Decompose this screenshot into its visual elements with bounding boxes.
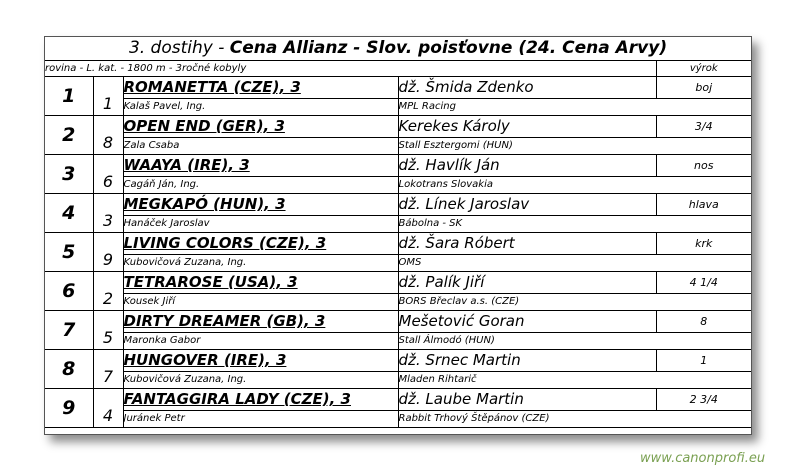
start-number: 8 (93, 116, 123, 155)
horse-name: DIRTY DREAMER (GB), 3 (123, 311, 398, 333)
owner-name: MPL Racing (398, 99, 656, 116)
start-number: 7 (93, 350, 123, 389)
margin-blank (656, 372, 751, 389)
jockey-name: Mešetović Goran (398, 311, 656, 333)
result-row (45, 194, 751, 216)
place-number: 5 (45, 233, 93, 272)
result-row (45, 272, 751, 294)
margin: 8 (656, 311, 751, 333)
jockey-name: dž. Šara Róbert (398, 233, 656, 255)
margin: krk (656, 233, 751, 255)
margin-blank (656, 294, 751, 311)
jockey-name: dž. Línek Jaroslav (398, 194, 656, 216)
result-row (45, 311, 751, 333)
owner-name: Lokotrans Slovakia (398, 177, 656, 194)
place-number: 6 (45, 272, 93, 311)
horse-name: ROMANETTA (CZE), 3 (123, 77, 398, 99)
race-conditions: rovina - L. kat. - 1800 m - 3ročné kobyly (45, 61, 656, 77)
horse-name: TETRAROSE (USA), 3 (123, 272, 398, 294)
watermark: www.canonprofi.eu (640, 451, 766, 466)
result-row (45, 77, 751, 99)
jockey-name: Kerekes Károly (398, 116, 656, 138)
margin: 1 (656, 350, 751, 372)
margin-blank (656, 411, 751, 428)
horse-name: WAAYA (IRE), 3 (123, 155, 398, 177)
trainer-name: Kubovičová Zuzana, Ing. (123, 255, 398, 272)
start-number: 2 (93, 272, 123, 311)
margin-blank (656, 177, 751, 194)
margin-blank (656, 255, 751, 272)
result-row (45, 155, 751, 177)
owner-name: OMS (398, 255, 656, 272)
jockey-name: dž. Laube Martin (398, 389, 656, 411)
place-number: 8 (45, 350, 93, 389)
place-number: 3 (45, 155, 93, 194)
trainer-name: Kubovičová Zuzana, Ing. (123, 372, 398, 389)
margin: 4 1/4 (656, 272, 751, 294)
horse-name: FANTAGGIRA LADY (CZE), 3 (123, 389, 398, 411)
trainer-name: Hanáček Jaroslav (123, 216, 398, 233)
result-subrow (45, 411, 751, 428)
horse-name: LIVING COLORS (CZE), 3 (123, 233, 398, 255)
race-prefix: 3. dostihy - (128, 38, 230, 58)
start-number: 9 (93, 233, 123, 272)
margin: nos (656, 155, 751, 177)
result-row (45, 116, 751, 138)
owner-name: Stall Esztergomi (HUN) (398, 138, 656, 155)
result-subrow (45, 294, 751, 311)
horse-name: MEGKAPÓ (HUN), 3 (123, 194, 398, 216)
place-number: 2 (45, 116, 93, 155)
trainer-name: Maronka Gabor (123, 333, 398, 350)
start-number: 5 (93, 311, 123, 350)
result-row (45, 350, 751, 372)
jockey-name: dž. Šmida Zdenko (398, 77, 656, 99)
margin: 3/4 (656, 116, 751, 138)
result-subrow (45, 138, 751, 155)
owner-name: Rabbit Trhový Štěpánov (CZE) (398, 411, 656, 428)
result-subrow (45, 372, 751, 389)
margin: 2 3/4 (656, 389, 751, 411)
jockey-name: dž. Srnec Martin (398, 350, 656, 372)
results-table (45, 37, 751, 428)
result-row (45, 233, 751, 255)
margin: hlava (656, 194, 751, 216)
jockey-name: dž. Palík Jiří (398, 272, 656, 294)
conditions-row (45, 61, 751, 77)
vyrok-header: výrok (656, 61, 751, 77)
margin-blank (656, 333, 751, 350)
results-body (45, 77, 751, 428)
place-number: 7 (45, 311, 93, 350)
race-name: Cena Allianz - Slov. poisťovne (24. Cena Arvy) (229, 38, 668, 58)
start-number: 4 (93, 389, 123, 428)
result-row (45, 389, 751, 411)
owner-name: Mladen Rihtarič (398, 372, 656, 389)
trainer-name: Juránek Petr (123, 411, 398, 428)
owner-name: BORS Břeclav a.s. (CZE) (398, 294, 656, 311)
margin: boj (656, 77, 751, 99)
trainer-name: Zala Csaba (123, 138, 398, 155)
result-subrow (45, 333, 751, 350)
result-subrow (45, 255, 751, 272)
trainer-name: Cagáň Ján, Ing. (123, 177, 398, 194)
trainer-name: Kousek Jiří (123, 294, 398, 311)
margin-blank (656, 99, 751, 116)
results-card (44, 36, 752, 435)
trainer-name: Kalaš Pavel, Ing. (123, 99, 398, 116)
owner-name: Stall Álmodó (HUN) (398, 333, 656, 350)
horse-name: HUNGOVER (IRE), 3 (123, 350, 398, 372)
owner-name: Bábolna - SK (398, 216, 656, 233)
margin-blank (656, 216, 751, 233)
margin-blank (656, 138, 751, 155)
start-number: 1 (93, 77, 123, 116)
start-number: 6 (93, 155, 123, 194)
result-subrow (45, 177, 751, 194)
jockey-name: dž. Havlík Ján (398, 155, 656, 177)
horse-name: OPEN END (GER), 3 (123, 116, 398, 138)
start-number: 3 (93, 194, 123, 233)
place-number: 9 (45, 389, 93, 428)
place-number: 4 (45, 194, 93, 233)
result-subrow (45, 99, 751, 116)
result-subrow (45, 216, 751, 233)
race-title (45, 37, 751, 61)
place-number: 1 (45, 77, 93, 116)
title-row (45, 37, 751, 61)
